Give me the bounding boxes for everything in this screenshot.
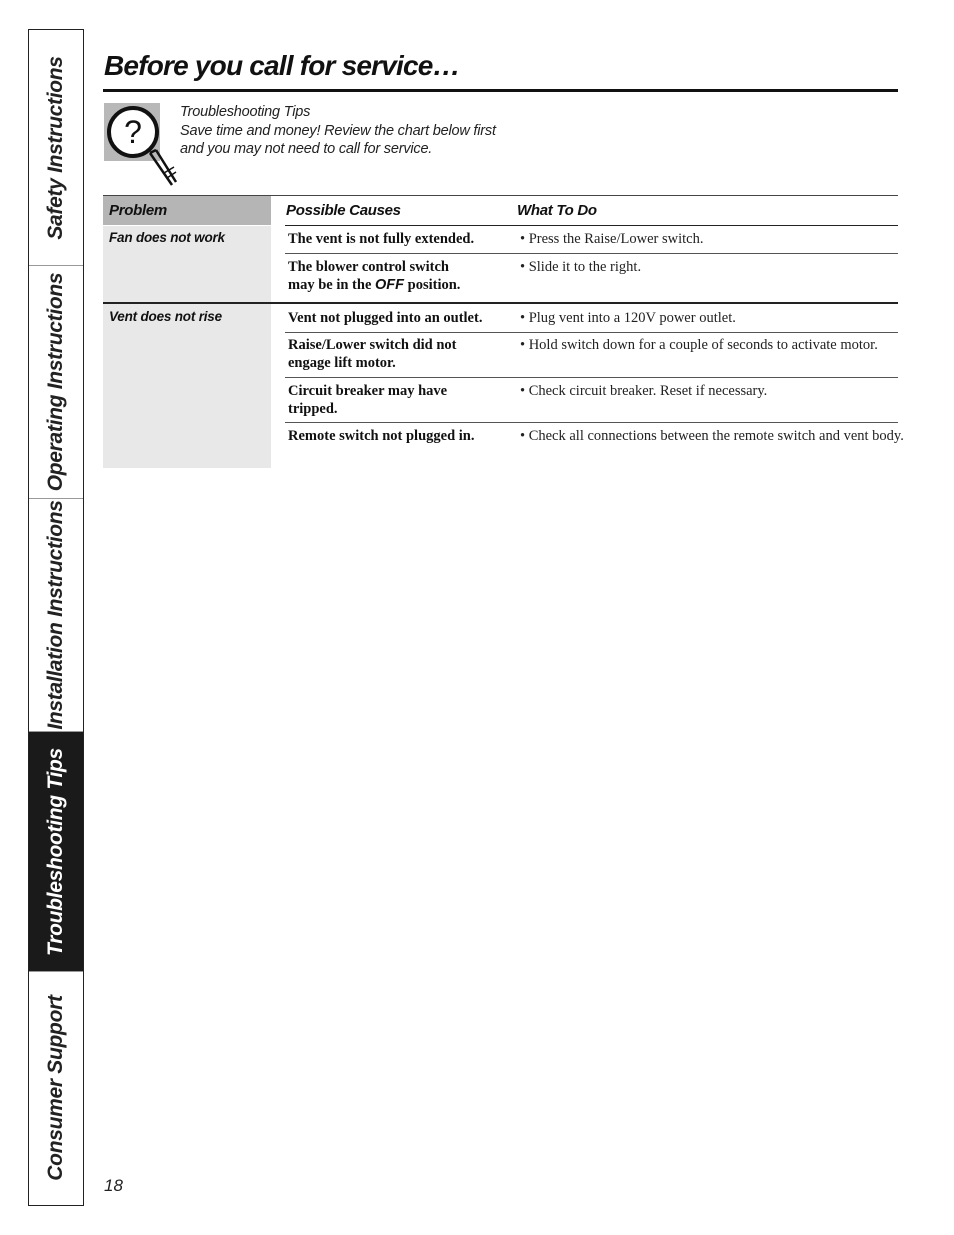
tab-label: Consumer Support xyxy=(44,995,67,1181)
todo-text: • Check all connections between the remote switch and vent body. xyxy=(520,428,904,444)
intro-heading: Troubleshooting Tips xyxy=(180,104,311,120)
svg-text:?: ? xyxy=(124,114,142,150)
cause-text: Raise/Lower switch did not engage lift motor. xyxy=(288,337,457,371)
todo-text: • Check circuit breaker. Reset if necessary. xyxy=(520,383,768,399)
tab-label: Troubleshooting Tips xyxy=(44,747,67,956)
tab-safety-instructions[interactable] xyxy=(29,30,83,266)
page-title: Before you call for service… xyxy=(104,50,460,81)
table-header-row xyxy=(103,196,898,225)
page-number: 18 xyxy=(104,1176,123,1195)
header-rule xyxy=(285,225,898,226)
tab-installation-instructions[interactable] xyxy=(29,499,83,732)
row-rule xyxy=(285,332,898,333)
intro-line: Save time and money! Review the chart below first xyxy=(180,122,496,139)
todo-text: • Slide it to the right. xyxy=(520,259,642,275)
magnifier-question-icon xyxy=(104,103,184,189)
title-rule xyxy=(103,89,898,92)
tab-troubleshooting-tips[interactable] xyxy=(29,732,83,972)
intro-text xyxy=(180,103,496,159)
cause-text-part: may be in the xyxy=(288,277,372,293)
todo-text: • Plug vent into a 120V power outlet. xyxy=(520,310,736,326)
problem-fan-does-not-work: Fan does not work xyxy=(109,230,225,245)
tab-consumer-support[interactable] xyxy=(29,972,83,1204)
cause-text-part: position. xyxy=(407,277,461,293)
tab-label: Installation Instructions xyxy=(44,500,67,730)
problem-cell-bg xyxy=(103,304,271,468)
tab-label: Operating Instructions xyxy=(44,272,67,492)
cause-text: Circuit breaker may have tripped. xyxy=(288,383,448,417)
cause-text: The vent is not fully extended. xyxy=(288,231,475,247)
row-rule xyxy=(285,253,898,254)
tab-operating-instructions[interactable] xyxy=(29,266,83,499)
todo-text: • Press the Raise/Lower switch. xyxy=(520,231,704,247)
problem-vent-does-not-rise: Vent does not rise xyxy=(109,309,222,324)
header-problem: Problem xyxy=(109,202,167,219)
header-what-to-do: What To Do xyxy=(517,202,597,219)
cause-text-part: The blower control switch xyxy=(288,259,449,275)
cause-text xyxy=(288,258,510,294)
row-rule xyxy=(285,422,898,423)
todo-text: • Hold switch down for a couple of seconds to activate motor. xyxy=(520,337,878,353)
side-tab-bar xyxy=(28,29,84,1206)
cause-text: Remote switch not plugged in. xyxy=(288,428,475,444)
cause-text: Vent not plugged into an outlet. xyxy=(288,310,483,326)
tab-label: Safety Instructions xyxy=(44,55,67,240)
intro-line: and you may not need to call for service. xyxy=(180,141,433,157)
header-possible-causes: Possible Causes xyxy=(286,202,401,219)
off-label: OFF xyxy=(375,277,404,293)
row-rule xyxy=(285,377,898,378)
